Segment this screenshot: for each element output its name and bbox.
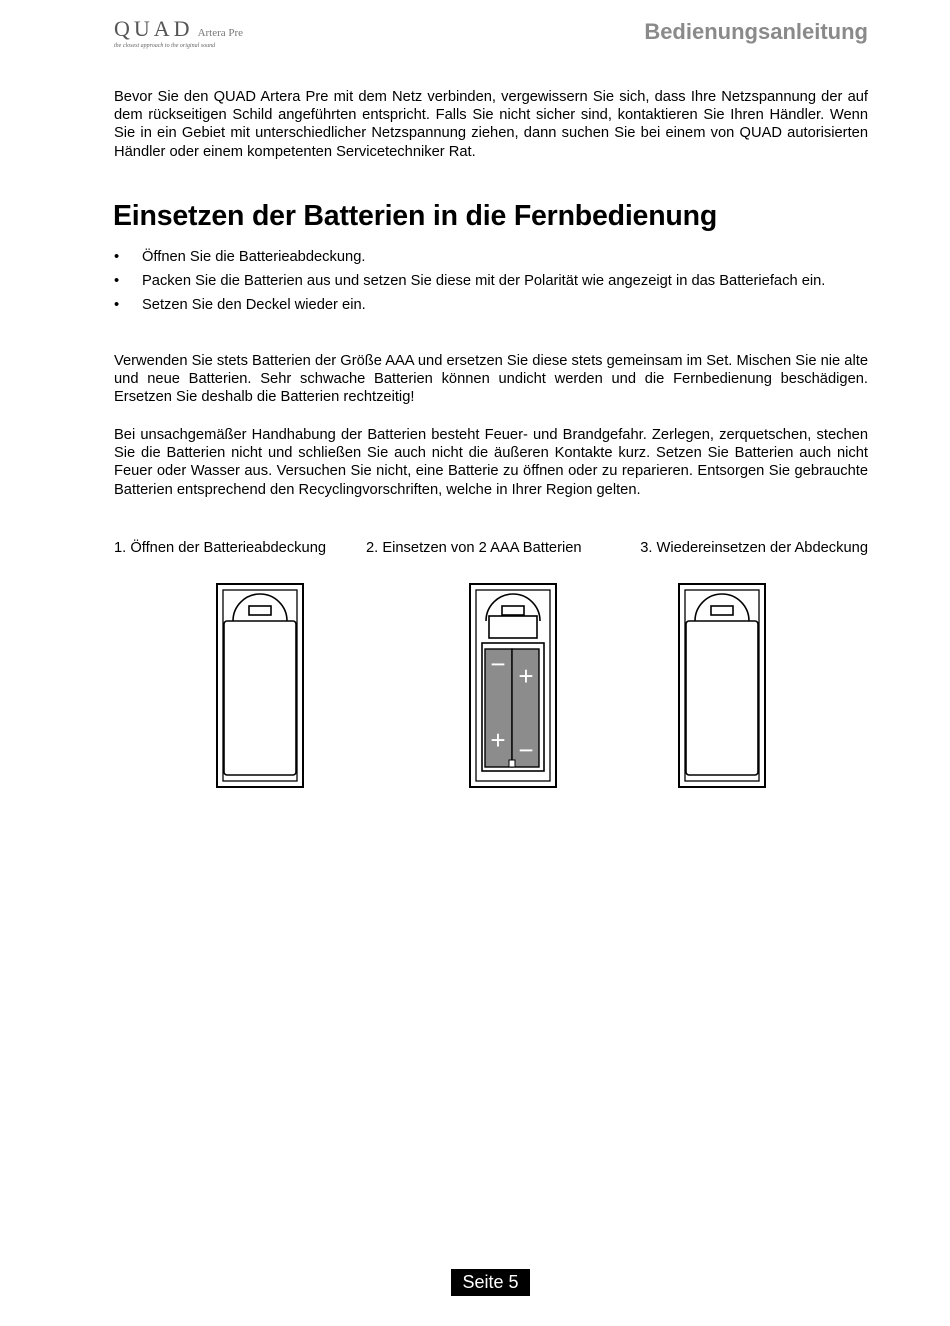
intro-paragraph: Bevor Sie den QUAD Artera Pre mit dem Netz verbinden, vergewissern Sie sich, dass Ihre Netzspannung der auf dem rückseitigen Schild angeführten entspricht. Falls Sie nicht sicher sind, kontaktieren Sie Ihren Händler. Wenn Sie in ein Gebiet mit unterschiedlicher Netzspannung ziehen, dann suchen Sie bei einem von QUAD autorisierten Händler oder einem kompetenten Servicetechniker Rat.	[114, 89, 868, 160]
polarity-mark: +	[490, 725, 506, 755]
list-item	[114, 248, 868, 266]
battery-cover-closed-figure	[216, 583, 306, 791]
logo-tagline: the closest approach to the original sound	[114, 43, 216, 49]
bullet-glyph: •	[114, 273, 120, 290]
figure-caption-1: 1. Öffnen der Batterieabdeckung	[114, 540, 327, 556]
battery-compartment-figure	[469, 583, 559, 791]
list-item-text: Setzen Sie den Deckel wieder ein.	[142, 297, 366, 314]
polarity-mark: +	[518, 661, 534, 691]
battery-usage-paragraph: Verwenden Sie stets Batterien der Größe AAA und ersetzen Sie diese stets gemeinsam im Set. Mischen Sie nie alte und neue Batterien. Sehr schwache Batterien können undicht werden und die Fernbedienung beschädigen. Ersetzen Sie deshalb die Batterien rechtzeitig!	[114, 353, 868, 406]
logo-wordmark: QUAD	[114, 16, 194, 41]
bullet-glyph: •	[114, 249, 120, 265]
instruction-list	[114, 248, 868, 321]
quad-logo	[114, 18, 243, 49]
document-title: Bedienungsanleitung	[644, 19, 868, 44]
section-heading: Einsetzen der Batterien in die Fernbedienung	[113, 200, 718, 232]
list-item	[114, 272, 868, 290]
figure-caption-2: 2. Einsetzen von 2 AAA Batterien	[366, 540, 582, 556]
bullet-glyph: •	[114, 297, 120, 314]
logo-model-name: Artera Pre	[197, 27, 244, 39]
list-item-text: Öffnen Sie die Batterieabdeckung.	[142, 249, 366, 265]
list-item-text: Packen Sie die Batterien aus und setzen Sie diese mit der Polarität wie angezeigt in das Batteriefach ein.	[142, 273, 826, 290]
battery-safety-paragraph: Bei unsachgemäßer Handhabung der Batterien besteht Feuer- und Brandgefahr. Zerlegen, zerquetschen, stechen Sie die Batterien nicht und schließen Sie auch nicht die äußeren Kontakte kurz. Setzen Sie Batterien auch nicht Feuer oder Wasser aus. Versuchen Sie nicht, eine Batterie zu öffnen oder zu reparieren. Entsorgen Sie gebrauchte Batterien entsprechend den Recyclingvorschriften, welche in Ihrer Region gelten.	[114, 427, 868, 498]
polarity-mark: −	[518, 735, 534, 765]
page-number: Seite 5	[451, 1269, 530, 1296]
battery-cover-reinstalled-figure	[678, 583, 768, 791]
polarity-mark: −	[490, 649, 506, 679]
figure-caption-3: 3. Wiedereinsetzen der Abdeckung	[640, 540, 868, 556]
list-item	[114, 296, 868, 314]
